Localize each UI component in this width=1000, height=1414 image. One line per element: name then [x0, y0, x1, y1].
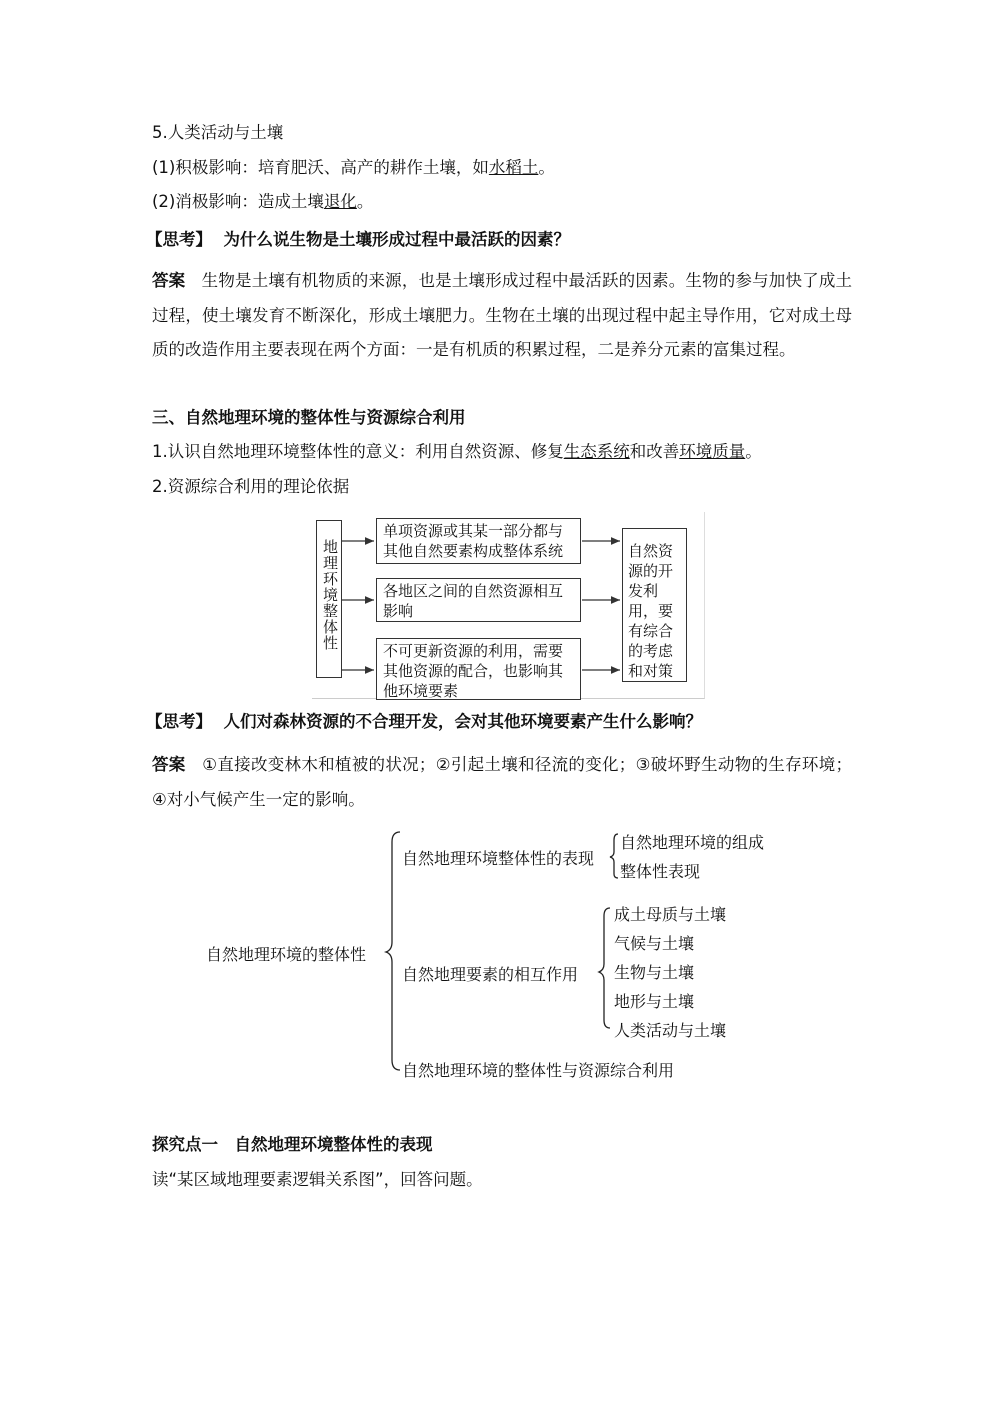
mind-leaf: 人类活动与土壤 [614, 1021, 727, 1040]
section3-item2: 2.资源综合利用的理论依据 [152, 477, 350, 496]
answer-label: 答案 [152, 271, 186, 290]
term: 退化 [323, 192, 357, 211]
explore-prompt: 读“某区域地理要素逻辑关系图”，回答问题。 [152, 1170, 483, 1189]
mind-leaf: 气候与土壤 [614, 934, 695, 953]
diagram-box-3: 不可更新资源的利用，需要其他资源的配合，也影响其他环境要素 [376, 638, 581, 700]
mind-leaf: 地形与土壤 [614, 992, 695, 1011]
text: 。 [538, 158, 555, 177]
diagram-box-1: 单项资源或其某一部分都与其他自然要素构成整体系统 [376, 518, 581, 564]
question: 为什么说生物是土壤形成过程中最活跃的因素？ [223, 230, 570, 249]
text: (2)消极影响：造成土壤 [152, 192, 324, 211]
text: 。 [356, 192, 374, 211]
diagram-left-box: 地理环境整体性 [316, 520, 342, 678]
mind-leaf: 生物与土壤 [614, 963, 695, 982]
term: 环境质量 [679, 442, 746, 461]
mind-root: 自然地理环境的整体性 [206, 945, 367, 964]
section3-item1 [152, 442, 762, 462]
resource-diagram [312, 512, 705, 699]
explore-title: 探究点一 自然地理环境整体性的表现 [152, 1135, 433, 1154]
mind-leaf: 自然地理环境的组成 [620, 833, 765, 852]
section3-title: 三、自然地理环境的整体性与资源综合利用 [152, 408, 466, 427]
text: 。 [745, 442, 762, 461]
think-tag: 【思考】 [146, 712, 212, 731]
term: 水稻土 [488, 158, 539, 177]
mind-branch-2: 自然地理要素的相互作用 [402, 965, 579, 984]
mind-map [190, 820, 790, 1090]
positive-impact [152, 158, 555, 178]
text: 和改善 [629, 442, 680, 461]
think2-question [146, 712, 702, 732]
mind-branch-1: 自然地理环境整体性的表现 [402, 849, 595, 868]
diagram-right-box: 自然资源的开发利用，要有综合的考虑和对策 [622, 528, 687, 682]
diagram-box-2: 各地区之间的自然资源相互影响 [376, 578, 581, 622]
negative-impact [152, 192, 373, 212]
think1-question [146, 230, 570, 250]
answer-text: ①直接改变林木和植被的状况；②引起土壤和径流的变化；③破坏野生动物的生存环境；④对小气候产生一定的影响。 [152, 755, 852, 809]
think-tag: 【思考】 [146, 230, 212, 249]
mind-leaf: 成土母质与土壤 [614, 905, 727, 924]
answer-label: 答案 [152, 755, 186, 774]
text: 1.认识自然地理环境整体性的意义：利用自然资源、修复 [152, 442, 564, 461]
term: 生态系统 [563, 442, 630, 461]
text: (1)积极影响：培育肥沃、高产的耕作土壤，如 [152, 158, 489, 177]
question: 人们对森林资源的不合理开发，会对其他环境要素产生什么影响？ [223, 712, 702, 731]
mind-branch-3: 自然地理环境的整体性与资源综合利用 [402, 1061, 675, 1080]
think1-answer [152, 264, 852, 368]
answer-text: 生物是土壤有机物质的来源，也是土壤形成过程中最活跃的因素。生物的参与加快了成土过程，使土壤发育不断深化，形成土壤肥力。生物在土壤的出现过程中起主导作用，它对成土母质的改造作用主要表现在两个方面：一是有机质的积累过程，二是养分元素的富集过程。 [152, 271, 853, 359]
think2-answer [152, 748, 852, 817]
mind-leaf: 整体性表现 [620, 862, 701, 881]
section5-title: 5.人类活动与土壤 [152, 123, 284, 142]
